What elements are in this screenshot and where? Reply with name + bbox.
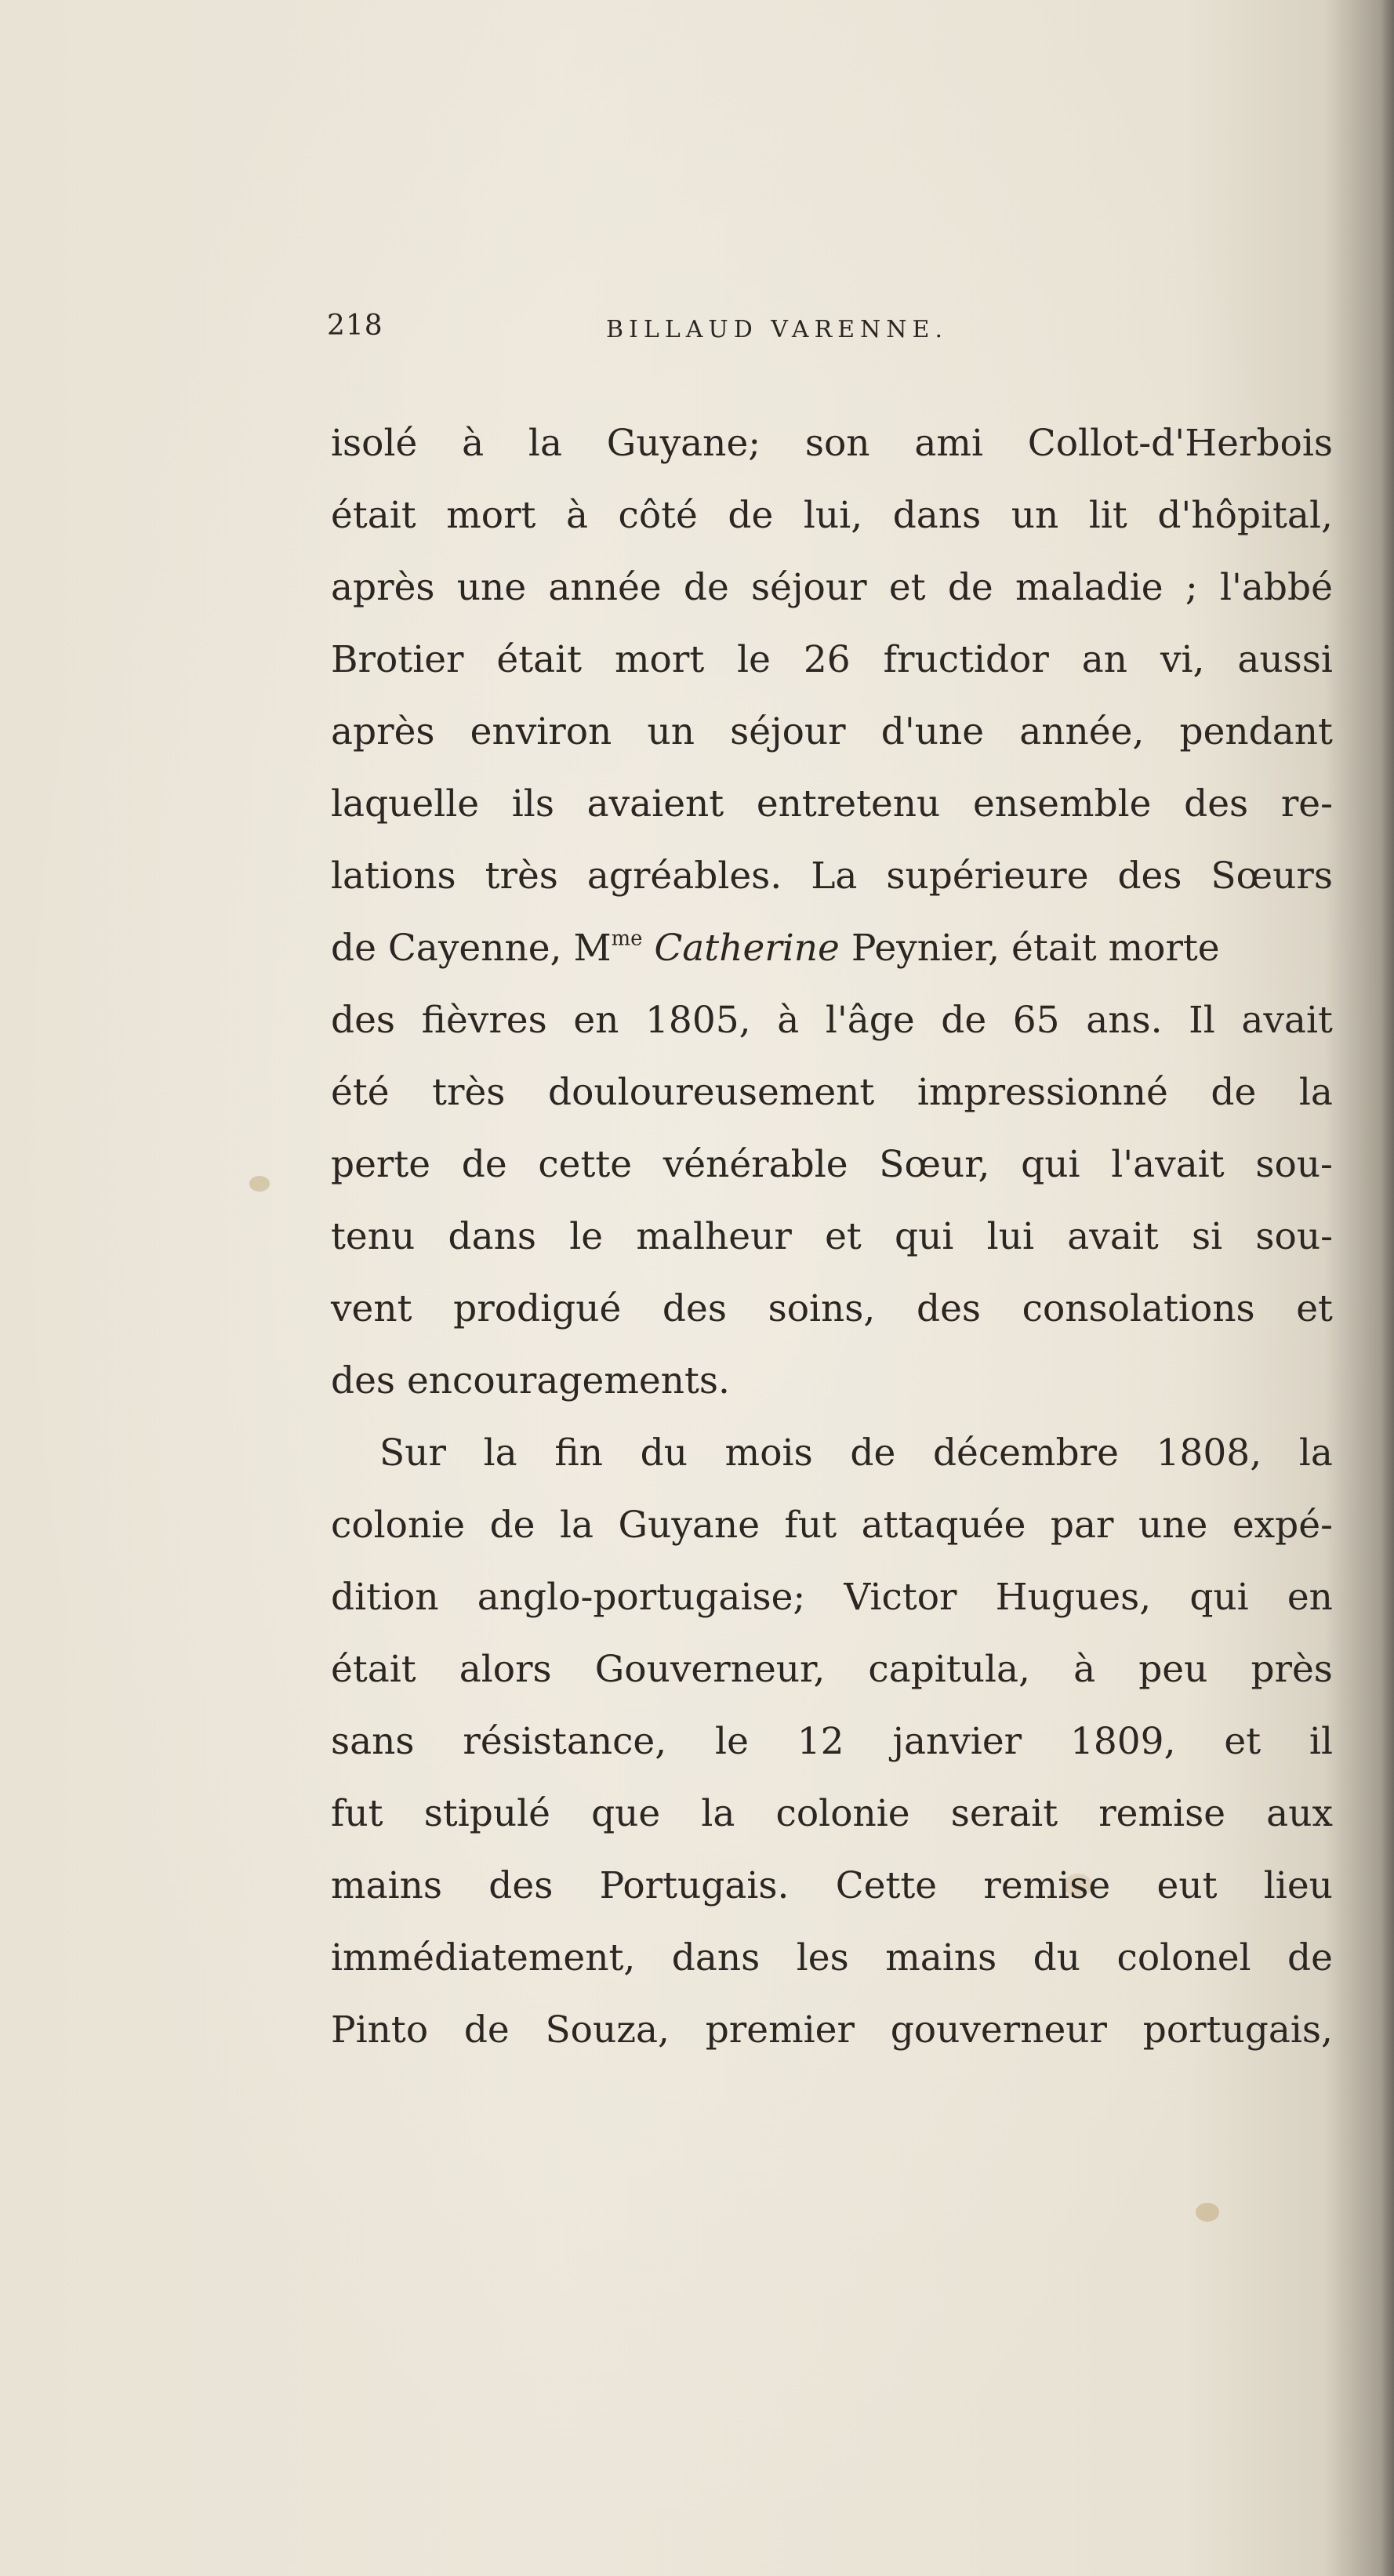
foxing-spot xyxy=(249,1176,270,1192)
word: vi, xyxy=(1160,638,1205,681)
word: sou- xyxy=(1255,1215,1333,1258)
word: le xyxy=(569,1215,604,1258)
title-abbreviation-superscript: me xyxy=(611,927,643,951)
word: une xyxy=(456,566,527,609)
word: était xyxy=(331,494,416,537)
word: dans xyxy=(892,494,982,537)
word: Sœurs xyxy=(1211,854,1333,898)
word: à xyxy=(462,422,485,465)
word: isolé xyxy=(331,422,418,465)
text-line xyxy=(331,408,1333,480)
word: la xyxy=(483,1431,517,1475)
word: serait xyxy=(950,1792,1058,1835)
word: après xyxy=(331,710,435,753)
word: vénérable xyxy=(663,1143,848,1186)
word: avait xyxy=(1067,1215,1159,1258)
word: avaient xyxy=(586,782,724,825)
word: en xyxy=(1287,1576,1333,1619)
word: des xyxy=(916,1287,982,1330)
word: Collot-d'Herbois xyxy=(1027,422,1333,465)
word: janvier xyxy=(892,1720,1022,1763)
word: eut xyxy=(1156,1864,1218,1907)
word: d'une xyxy=(880,710,985,753)
word: des xyxy=(1117,854,1182,898)
text-line xyxy=(331,1850,1333,1922)
text-line-content xyxy=(331,912,1220,985)
word: anglo-portugaise; xyxy=(477,1576,806,1619)
text-line xyxy=(331,480,1333,552)
word: Gouverneur, xyxy=(594,1648,826,1691)
word: et xyxy=(825,1215,862,1258)
word: des xyxy=(1184,782,1249,825)
word: entretenu xyxy=(756,782,941,825)
text-line xyxy=(331,912,1333,985)
word: dans xyxy=(448,1215,536,1258)
word: Guyane xyxy=(618,1504,761,1547)
text-line xyxy=(331,985,1333,1057)
text-line xyxy=(331,1273,1333,1345)
word: fin xyxy=(554,1431,603,1475)
word: fut xyxy=(331,1792,383,1835)
word: immédiatement, xyxy=(331,1936,636,1979)
word: sou- xyxy=(1255,1143,1333,1186)
word: lations xyxy=(331,854,456,898)
word: 12 xyxy=(797,1720,844,1763)
word: le xyxy=(737,638,771,681)
word: les xyxy=(796,1936,849,1979)
word: la xyxy=(528,422,562,465)
word: La xyxy=(811,854,858,898)
word: portugais, xyxy=(1142,2008,1333,2052)
word: pendant xyxy=(1179,710,1333,753)
word: ami xyxy=(914,422,983,465)
word: de xyxy=(947,566,993,609)
text-line xyxy=(331,1129,1333,1201)
word: aux xyxy=(1266,1792,1333,1835)
text-line xyxy=(331,1417,1333,1489)
text-line xyxy=(331,1706,1333,1778)
word: peu xyxy=(1138,1648,1208,1691)
word: malheur xyxy=(636,1215,792,1258)
word: la xyxy=(1298,1071,1333,1114)
word: ans. xyxy=(1086,999,1163,1042)
word: 1809, xyxy=(1069,1720,1176,1763)
word: fructidor xyxy=(883,638,1049,681)
word: capitula, xyxy=(868,1648,1030,1691)
word: maladie xyxy=(1015,566,1163,609)
word: Portugais. xyxy=(599,1864,790,1907)
word: séjour xyxy=(751,566,867,609)
italic-name: Catherine xyxy=(654,927,840,970)
word: et xyxy=(1224,1720,1261,1763)
word: la xyxy=(1298,1431,1333,1475)
word: qui xyxy=(895,1215,954,1258)
text-line xyxy=(331,552,1333,624)
text-line-content: des encouragements. xyxy=(331,1359,730,1402)
word: stipulé xyxy=(423,1792,550,1835)
word: dition xyxy=(331,1576,439,1619)
word: que xyxy=(591,1792,661,1835)
word: Guyane; xyxy=(606,422,761,465)
word: soins, xyxy=(768,1287,876,1330)
word: mort xyxy=(446,494,536,537)
word: mains xyxy=(885,1936,997,1979)
word: fièvres xyxy=(421,999,547,1042)
word: de xyxy=(489,1504,535,1547)
word: par xyxy=(1050,1504,1114,1547)
word: de xyxy=(728,494,774,537)
word: alors xyxy=(459,1648,552,1691)
word: laquelle xyxy=(331,782,480,825)
word: perte xyxy=(331,1143,431,1186)
word: colonel xyxy=(1116,1936,1251,1979)
text-line xyxy=(331,696,1333,768)
text-line xyxy=(331,1634,1333,1706)
word: du xyxy=(1033,1936,1081,1979)
word: d'hôpital, xyxy=(1157,494,1333,537)
word: remise xyxy=(1098,1792,1226,1835)
word: Cette xyxy=(835,1864,938,1907)
word: 1808, xyxy=(1156,1431,1262,1475)
page-header xyxy=(0,310,1394,357)
word: cette xyxy=(538,1143,633,1186)
foxing-spot xyxy=(1196,2203,1219,2222)
word: 65 xyxy=(1012,999,1060,1042)
word: après xyxy=(331,566,435,609)
word: près xyxy=(1251,1648,1333,1691)
word: ils xyxy=(511,782,554,825)
word: re- xyxy=(1280,782,1333,825)
word: impressionné xyxy=(917,1071,1168,1114)
word: du xyxy=(640,1431,688,1475)
word: la xyxy=(701,1792,735,1835)
word: séjour xyxy=(730,710,846,753)
word: colonie xyxy=(775,1792,910,1835)
word: la xyxy=(559,1504,594,1547)
word: 1805, xyxy=(645,999,751,1042)
word: gouverneur xyxy=(890,2008,1108,2052)
word: qui xyxy=(1021,1143,1080,1186)
word: mains xyxy=(331,1864,443,1907)
word: à xyxy=(1073,1648,1096,1691)
word: attaquée xyxy=(861,1504,1026,1547)
word: lit xyxy=(1088,494,1127,537)
body-text xyxy=(331,408,1333,2066)
word: année, xyxy=(1019,710,1145,753)
word: dans xyxy=(671,1936,761,1979)
word: sans xyxy=(331,1720,415,1763)
word: mois xyxy=(724,1431,813,1475)
word: avait xyxy=(1241,999,1333,1042)
word: lieu xyxy=(1263,1864,1333,1907)
word: Souza, xyxy=(545,2008,670,2052)
word: de xyxy=(463,2008,510,2052)
word: son xyxy=(804,422,870,465)
text-line xyxy=(331,840,1333,912)
word: mort xyxy=(614,638,705,681)
word: été xyxy=(331,1071,390,1114)
word: vent xyxy=(331,1287,412,1330)
word: à xyxy=(777,999,800,1042)
word: de xyxy=(941,999,987,1042)
text-line xyxy=(331,624,1333,696)
word: était xyxy=(496,638,583,681)
word: de xyxy=(1211,1071,1257,1114)
word: l'abbé xyxy=(1219,566,1333,609)
word: lui, xyxy=(803,494,863,537)
word: remise xyxy=(983,1864,1111,1907)
word: consolations xyxy=(1022,1287,1255,1330)
word: an xyxy=(1081,638,1128,681)
word: agréables. xyxy=(586,854,782,898)
text-line xyxy=(331,1201,1333,1273)
word: une xyxy=(1138,1504,1208,1547)
word: 26 xyxy=(803,638,851,681)
word: lui xyxy=(986,1215,1034,1258)
word: environ xyxy=(470,710,612,753)
word: l'avait xyxy=(1111,1143,1225,1186)
word: et xyxy=(1296,1287,1333,1330)
word: des xyxy=(662,1287,727,1330)
word: de xyxy=(683,566,729,609)
text-line xyxy=(331,768,1333,840)
text-line xyxy=(331,1345,1333,1417)
word: prodigué xyxy=(453,1287,622,1330)
text-line xyxy=(331,1057,1333,1129)
word: il xyxy=(1309,1720,1333,1763)
word: Il xyxy=(1189,999,1215,1042)
text-line xyxy=(331,1562,1333,1634)
word: décembre xyxy=(932,1431,1119,1475)
word: fut xyxy=(784,1504,837,1547)
word: l'âge xyxy=(825,999,915,1042)
word: supérieure xyxy=(886,854,1089,898)
word: tenu xyxy=(331,1215,416,1258)
word: Sœur, xyxy=(879,1143,990,1186)
word: résistance, xyxy=(463,1720,667,1763)
word: le xyxy=(715,1720,749,1763)
word: était xyxy=(331,1648,416,1691)
word: et xyxy=(888,566,926,609)
word: Pinto xyxy=(331,2008,429,2052)
word: année xyxy=(548,566,662,609)
word: qui xyxy=(1189,1576,1249,1619)
word: un xyxy=(1011,494,1059,537)
word: Sur xyxy=(379,1431,446,1475)
text-line xyxy=(331,1489,1333,1562)
text-line xyxy=(331,1778,1333,1850)
word: Hugues, xyxy=(995,1576,1152,1619)
word: si xyxy=(1192,1215,1223,1258)
word: de xyxy=(850,1431,896,1475)
text-segment: de Cayenne, xyxy=(331,927,562,970)
word: aussi xyxy=(1237,638,1333,681)
word: très xyxy=(432,1071,506,1114)
page-number: 218 xyxy=(327,310,383,342)
word: à xyxy=(565,494,588,537)
text-line xyxy=(331,1994,1333,2066)
word: très xyxy=(485,854,558,898)
running-title: BILLAUD VARENNE. xyxy=(606,316,948,343)
word: colonie xyxy=(331,1504,466,1547)
word: premier xyxy=(705,2008,855,2052)
word: ensemble xyxy=(972,782,1152,825)
word: ; xyxy=(1185,566,1198,609)
word: de xyxy=(461,1143,507,1186)
word: douloureusement xyxy=(548,1071,875,1114)
title-abbreviation: M xyxy=(573,927,612,970)
word: expé- xyxy=(1232,1504,1333,1547)
word: de xyxy=(1287,1936,1333,1979)
text-segment: Peynier, était morte xyxy=(851,927,1220,970)
word: des xyxy=(488,1864,554,1907)
word: un xyxy=(647,710,695,753)
word: Brotier xyxy=(331,638,464,681)
word: des xyxy=(331,999,396,1042)
word: en xyxy=(573,999,619,1042)
word: Victor xyxy=(844,1576,957,1619)
word: côté xyxy=(618,494,698,537)
text-line xyxy=(331,1922,1333,1994)
